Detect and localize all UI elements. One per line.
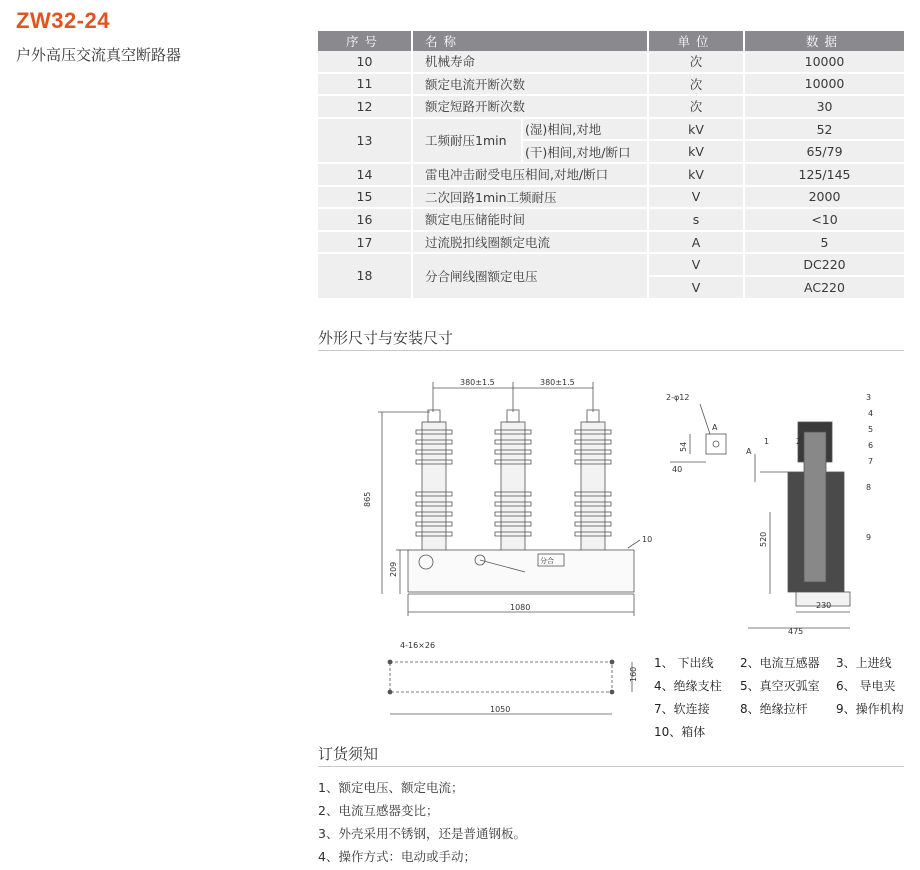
dimensions-title: 外形尺寸与安装尺寸 <box>318 329 454 347</box>
row-no: 15 <box>318 186 412 209</box>
row-unit: V <box>648 276 744 299</box>
row-name: 二次回路1min工频耐压 <box>412 186 648 209</box>
holes-spec: 2-φ12 <box>666 393 690 402</box>
table-row <box>318 208 904 231</box>
legend-item: 1、 下出线 <box>654 656 714 670</box>
table-row <box>318 163 904 186</box>
detail-a <box>666 393 726 474</box>
row-name: 额定电压储能时间 <box>412 208 648 231</box>
row-no: 10 <box>318 51 412 73</box>
table-row <box>318 51 904 73</box>
legend-item: 6、 导电夹 <box>836 679 896 693</box>
order-title: 订货须知 <box>318 745 379 763</box>
row-value: 52 <box>744 118 904 141</box>
section-divider <box>318 766 904 767</box>
row-value: <10 <box>744 208 904 231</box>
row-value: 10000 <box>744 51 904 73</box>
row-value: 2000 <box>744 186 904 209</box>
table-header-row <box>318 31 904 51</box>
dim-mount-width: 1050 <box>490 705 511 714</box>
insulator-middle <box>495 410 531 552</box>
header-unit: 单位 <box>648 31 744 51</box>
product-model: ZW32-24 <box>16 8 110 33</box>
row-no: 11 <box>318 73 412 96</box>
pitch-dimensions <box>433 378 593 412</box>
row-subname: (干)相间,对地/断口 <box>522 140 648 163</box>
callout-1: 1 <box>764 437 770 446</box>
dim-height: 865 <box>363 491 372 507</box>
row-no: 18 <box>318 253 412 298</box>
order-list <box>318 778 526 870</box>
callout-9: 9 <box>866 533 872 542</box>
table-row <box>318 253 904 276</box>
row-unit: kV <box>648 163 744 186</box>
callout-7: 7 <box>868 457 874 466</box>
list-item: 1、额定电压、额定电流； <box>318 780 464 795</box>
row-unit: kV <box>648 140 744 163</box>
label-a-top: A <box>712 423 718 432</box>
list-item: 4、操作方式：电动或手动； <box>318 849 476 864</box>
table-row <box>318 186 904 209</box>
legend-item: 3、上进线 <box>836 656 892 670</box>
dim-40: 40 <box>672 465 683 474</box>
row-value: 5 <box>744 231 904 254</box>
side-view <box>746 393 873 636</box>
row-value: 65/79 <box>744 140 904 163</box>
legend-item: 2、电流互感器 <box>740 656 820 670</box>
row-value: DC220 <box>744 253 904 276</box>
row-no: 14 <box>318 163 412 186</box>
product-subtitle: 户外高压交流真空断路器 <box>16 46 182 64</box>
row-unit: 次 <box>648 73 744 96</box>
spec-table <box>318 31 904 300</box>
row-unit: 次 <box>648 95 744 118</box>
callout-3: 3 <box>866 393 872 402</box>
row-name: 分合闸线圈额定电压 <box>412 253 648 298</box>
dim-54: 54 <box>679 441 688 452</box>
row-name: 雷电冲击耐受电压相间,对地/断口 <box>412 163 648 186</box>
legend-item: 7、软连接 <box>654 702 710 716</box>
row-name: 额定短路开断次数 <box>412 95 648 118</box>
row-no: 17 <box>318 231 412 254</box>
table-row <box>318 231 904 254</box>
dim-230: 230 <box>816 601 832 610</box>
dim-pitch-2: 380±1.5 <box>540 378 575 387</box>
callout-6: 6 <box>868 441 874 450</box>
table-row <box>318 95 904 118</box>
insulator-left <box>416 410 452 552</box>
legend-item: 5、真空灭弧室 <box>740 679 820 693</box>
row-name: 工频耐压1min <box>412 118 522 163</box>
dim-mount-depth: 160 <box>629 666 638 682</box>
dim-pitch-1: 380±1.5 <box>460 378 495 387</box>
header-value: 数据 <box>744 31 904 51</box>
header-name: 名称 <box>412 31 648 51</box>
legend-item: 9、操作机构 <box>836 702 904 716</box>
row-value: 125/145 <box>744 163 904 186</box>
row-name: 额定电流开断次数 <box>412 73 648 96</box>
table-row <box>318 118 904 141</box>
row-unit: s <box>648 208 744 231</box>
header-no: 序号 <box>318 31 412 51</box>
row-subname: (湿)相间,对地 <box>522 118 648 141</box>
legend-item: 4、绝缘支柱 <box>654 679 722 693</box>
legend-item: 8、绝缘拉杆 <box>740 702 808 716</box>
parts-legend <box>654 654 916 740</box>
row-no: 12 <box>318 95 412 118</box>
table-row <box>318 73 904 96</box>
tag-10: 10 <box>642 535 653 544</box>
callout-2: 2 <box>796 437 802 446</box>
row-no: 16 <box>318 208 412 231</box>
callout-8: 8 <box>866 483 872 492</box>
row-unit: V <box>648 186 744 209</box>
row-unit: V <box>648 253 744 276</box>
list-item: 2、电流互感器变比； <box>318 803 439 818</box>
row-unit: 次 <box>648 51 744 73</box>
row-no: 13 <box>318 118 412 163</box>
label-a-side: A <box>746 447 752 456</box>
row-name: 过流脱扣线圈额定电流 <box>412 231 648 254</box>
dim-base-height: 209 <box>389 561 398 577</box>
dim-475: 475 <box>788 627 804 636</box>
callout-5: 5 <box>868 425 874 434</box>
row-value: AC220 <box>744 276 904 299</box>
section-divider <box>318 350 904 351</box>
callout-4: 4 <box>868 409 874 418</box>
row-unit: A <box>648 231 744 254</box>
mounting-plan <box>388 641 638 714</box>
row-name: 机械寿命 <box>412 51 648 73</box>
row-value: 10000 <box>744 73 904 96</box>
list-item: 3、外壳采用不锈钢，还是普通钢板。 <box>318 826 526 841</box>
dim-mount-holes: 4-16×26 <box>400 641 436 650</box>
legend-item: 10、箱体 <box>654 725 706 739</box>
insulator-right <box>575 410 611 552</box>
row-value: 30 <box>744 95 904 118</box>
row-unit: kV <box>648 118 744 141</box>
dim-520: 520 <box>759 531 768 547</box>
dim-width: 1080 <box>510 603 531 612</box>
panel-text: 分合 <box>540 557 554 565</box>
